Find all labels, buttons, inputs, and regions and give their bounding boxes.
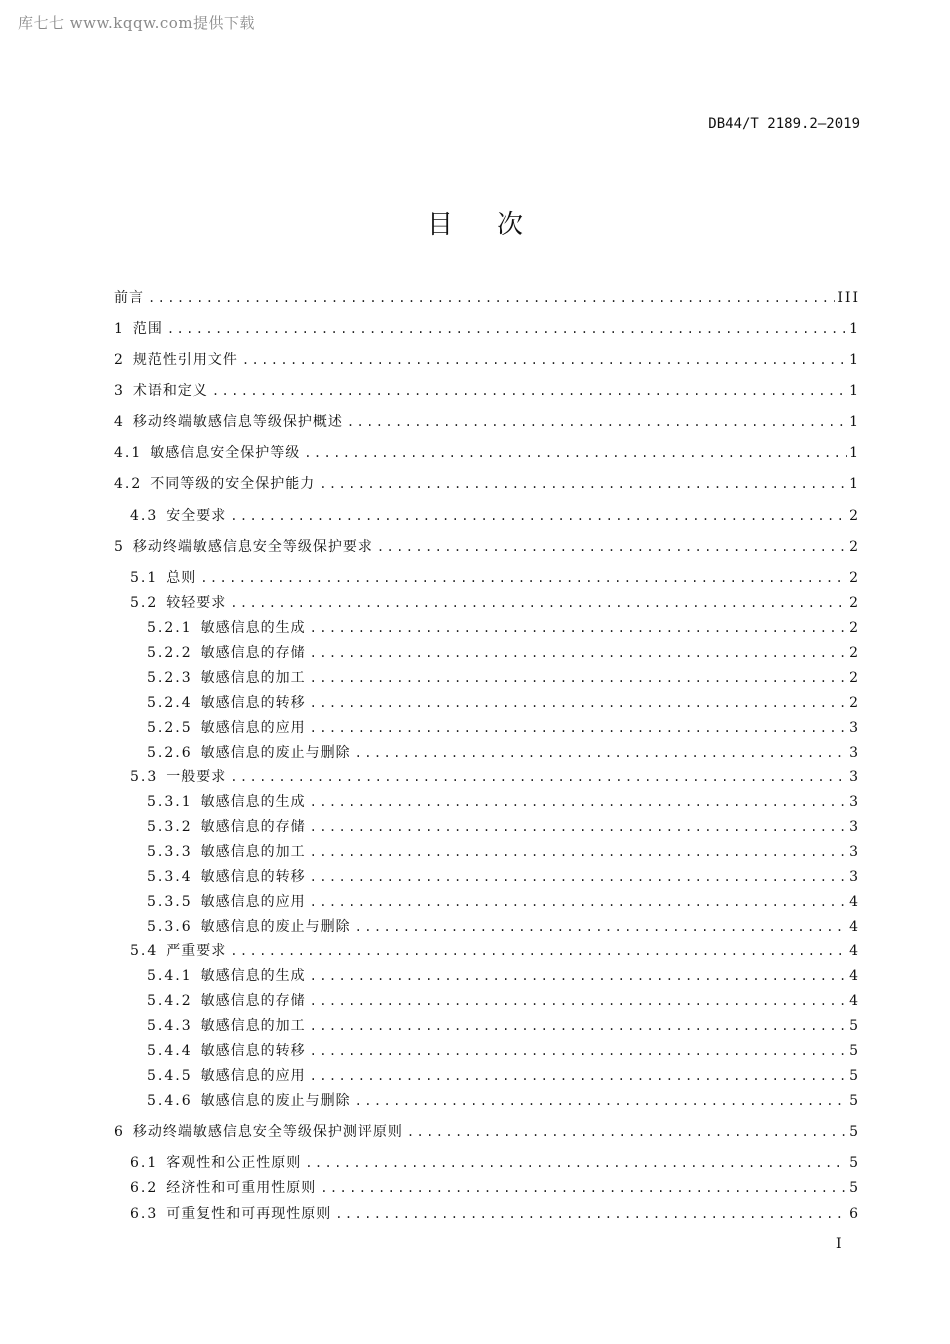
toc-entry-number: 5.3.1 [147,794,193,810]
toc-entry[interactable] [114,288,860,308]
toc-entry-label: 一般要求 [166,769,227,785]
toc-leader-dots [310,892,847,912]
toc-entry-label: 前言 [114,290,144,306]
toc-entry-number: 6.1 [130,1155,159,1171]
toc-entry-number: 5.3.6 [147,919,193,935]
toc-entry-label: 敏感信息的应用 [200,1068,306,1084]
toc-entry-label: 敏感信息的转移 [200,869,306,885]
toc-entry[interactable] [114,867,860,887]
toc-entry-label: 术语和定义 [132,383,208,399]
toc-leader-dots [355,743,847,763]
toc-entry-number: 5.2.1 [147,620,193,636]
toc-entry[interactable] [114,1066,860,1086]
toc-entry-number: 5.3.2 [147,819,193,835]
toc-entry-number: 5.4.1 [147,968,193,984]
toc-leader-dots [377,537,847,557]
toc-entry-label: 敏感信息的应用 [200,894,306,910]
toc-entry-page: 2 [849,508,860,524]
toc-entry-number: 5.3 [130,769,159,785]
toc-entry-label: 敏感信息的加工 [200,844,306,860]
toc-leader-dots [148,288,835,308]
toc-entry-page: 1 [849,414,860,430]
toc-leader-dots [230,941,847,961]
toc-entry-page: 2 [849,595,860,611]
toc-entry[interactable] [114,718,860,738]
toc-entry[interactable] [114,941,860,961]
toc-entry-number: 5.2.4 [147,695,193,711]
toc-entry-page: 4 [849,968,860,984]
toc-entry-page: 6 [849,1206,860,1222]
toc-leader-dots [310,1041,847,1061]
toc-entry-label: 规范性引用文件 [132,352,238,368]
toc-entry-page: 5 [849,1093,860,1109]
toc-entry-page: 3 [849,720,860,736]
toc-leader-dots [310,668,847,688]
toc-entry-page: 4 [849,919,860,935]
toc-entry[interactable] [114,319,860,339]
toc-entry[interactable] [114,966,860,986]
toc-entry-label: 移动终端敏感信息安全等级保护要求 [132,539,373,555]
toc-leader-dots [355,1091,847,1111]
toc-entry-number: 5.4.5 [147,1068,193,1084]
toc-entry-label: 较轻要求 [166,595,227,611]
toc-leader-dots [212,381,847,401]
toc-entry-number: 4.3 [130,508,159,524]
toc-entry-number: 6.3 [130,1206,159,1222]
toc-entry-page: 1 [849,383,860,399]
toc-entry-number: 5.1 [130,570,159,586]
toc-leader-dots [305,1153,847,1173]
toc-entry[interactable] [114,474,860,494]
toc-entry-page: 1 [849,352,860,368]
toc-entry-label: 敏感信息的转移 [200,1043,306,1059]
toc-entry-page: 5 [849,1155,860,1171]
toc-leader-dots [310,643,847,663]
toc-entry-page: 1 [849,321,860,337]
toc-entry-number: 5.2.5 [147,720,193,736]
toc-entry-page: 5 [849,1068,860,1084]
toc-leader-dots [310,842,847,862]
toc-entry-page: 4 [849,894,860,910]
toc-leader-dots [335,1204,847,1224]
toc-leader-dots [347,412,847,432]
toc-entry-label: 敏感信息的存储 [200,645,306,661]
toc-entry[interactable] [114,643,860,663]
toc-leader-dots [310,966,847,986]
toc-leader-dots [200,568,847,588]
toc-entry-number: 2 [114,352,125,368]
toc-entry[interactable] [114,568,860,588]
toc-entry[interactable] [114,381,860,401]
toc-entry-label: 敏感信息的存储 [200,819,306,835]
toc-entry[interactable] [114,1178,860,1198]
toc-entry[interactable] [114,917,860,937]
toc-entry-number: 5.4.2 [147,993,193,1009]
toc-entry[interactable] [114,743,860,763]
toc-entry-label: 移动终端敏感信息安全等级保护测评原则 [132,1124,403,1140]
toc-entry[interactable] [114,443,860,463]
toc-entry-number: 5.4.4 [147,1043,193,1059]
toc-entry-page: 1 [849,476,860,492]
toc-entry[interactable] [114,412,860,432]
toc-entry-label: 敏感信息的存储 [200,993,306,1009]
toc-entry-page: III [837,290,860,306]
watermark-text: 库七七 www.kqqw.com提供下载 [18,14,256,32]
toc-entry-number: 5.3.4 [147,869,193,885]
toc-entry[interactable] [114,618,860,638]
toc-entry-page: 2 [849,695,860,711]
toc-entry-page: 3 [849,769,860,785]
toc-entry-number: 4.2 [114,476,143,492]
toc-leader-dots [310,991,847,1011]
toc-entry-page: 2 [849,645,860,661]
toc-entry-label: 敏感信息的加工 [200,670,306,686]
toc-entry[interactable] [114,1016,860,1036]
title-char-1: 目 [426,210,453,240]
toc-entry-number: 4.1 [114,445,143,461]
toc-leader-dots [310,867,847,887]
toc-entry-page: 2 [849,570,860,586]
toc-entry-page: 3 [849,844,860,860]
toc-leader-dots [310,792,847,812]
toc-leader-dots [407,1122,847,1142]
toc-entry-label: 不同等级的安全保护能力 [150,476,316,492]
toc-entry-label: 范围 [132,321,163,337]
toc-entry-number: 6 [114,1124,125,1140]
toc-entry-number: 5.2.3 [147,670,193,686]
toc-entry-page: 2 [849,670,860,686]
toc-entry-page: 3 [849,869,860,885]
toc-entry[interactable] [114,792,860,812]
toc-entry-label: 敏感信息的生成 [200,794,306,810]
toc-leader-dots [167,319,847,339]
toc-leader-dots [304,443,847,463]
toc-entry-number: 5.3.5 [147,894,193,910]
toc-leader-dots [310,693,847,713]
toc-entry[interactable] [114,593,860,613]
toc-leader-dots [230,593,847,613]
toc-entry-label: 安全要求 [166,508,227,524]
toc-entry[interactable] [114,842,860,862]
toc-entry-page: 4 [849,993,860,1009]
toc-leader-dots [230,506,847,526]
toc-entry-label: 敏感信息的废止与删除 [200,745,351,761]
toc-entry[interactable] [114,1122,860,1142]
footer-page-number: I [836,1236,842,1252]
toc-entry-number: 5.2.2 [147,645,193,661]
toc-entry-label: 敏感信息的生成 [200,968,306,984]
toc-leader-dots [355,917,847,937]
toc-entry-page: 4 [849,943,860,959]
toc-entry[interactable] [114,1153,860,1173]
toc-entry-page: 3 [849,794,860,810]
toc-leader-dots [310,1016,847,1036]
toc-entry-label: 总则 [166,570,197,586]
toc-entry-page: 1 [849,445,860,461]
toc-entry-label: 敏感信息的废止与删除 [200,1093,351,1109]
toc-entry-number: 5.3.3 [147,844,193,860]
toc-entry-label: 敏感信息的废止与删除 [200,919,351,935]
toc-entry-label: 经济性和可重用性原则 [166,1180,317,1196]
toc-entry-label: 敏感信息的转移 [200,695,306,711]
toc-entry[interactable] [114,991,860,1011]
toc-entry-page: 5 [849,1018,860,1034]
toc-entry-page: 2 [849,620,860,636]
toc-leader-dots [319,474,847,494]
toc-entry-number: 1 [114,321,125,337]
toc-entry[interactable] [114,537,860,557]
toc-entry-number: 5.2 [130,595,159,611]
toc-entry-number: 4 [114,414,125,430]
toc-leader-dots [310,618,847,638]
toc-entry-number: 5.4.3 [147,1018,193,1034]
toc-entry[interactable] [114,1204,860,1224]
toc-leader-dots [310,1066,847,1086]
title-char-2: 次 [497,210,524,240]
toc-entry[interactable] [114,767,860,787]
toc-entry-label: 敏感信息的生成 [200,620,306,636]
table-of-contents [114,0,860,1344]
toc-entry-number: 6.2 [130,1180,159,1196]
toc-leader-dots [320,1178,847,1198]
toc-entry[interactable] [114,668,860,688]
toc-entry[interactable] [114,693,860,713]
toc-entry-page: 3 [849,745,860,761]
toc-leader-dots [242,350,847,370]
toc-entry-label: 敏感信息的加工 [200,1018,306,1034]
toc-entry-label: 可重复性和可再现性原则 [166,1206,332,1222]
toc-entry-number: 3 [114,383,125,399]
toc-entry-page: 5 [849,1043,860,1059]
toc-entry[interactable] [114,892,860,912]
toc-leader-dots [310,817,847,837]
toc-entry-number: 5.4 [130,943,159,959]
toc-entry-page: 3 [849,819,860,835]
toc-entry[interactable] [114,1091,860,1111]
toc-entry[interactable] [114,1041,860,1061]
toc-entry-number: 5.2.6 [147,745,193,761]
toc-entry-label: 移动终端敏感信息等级保护概述 [132,414,343,430]
toc-entry[interactable] [114,506,860,526]
document-number: DB44/T 2189.2—2019 [708,116,860,132]
toc-entry-page: 2 [849,539,860,555]
toc-entry[interactable] [114,350,860,370]
toc-entry-label: 敏感信息的应用 [200,720,306,736]
toc-entry-number: 5 [114,539,125,555]
toc-leader-dots [310,718,847,738]
toc-entry-label: 严重要求 [166,943,227,959]
toc-entry-label: 客观性和公正性原则 [166,1155,302,1171]
toc-entry-page: 5 [849,1180,860,1196]
toc-entry[interactable] [114,817,860,837]
toc-leader-dots [230,767,847,787]
toc-entry-label: 敏感信息安全保护等级 [150,445,301,461]
toc-entry-number: 5.4.6 [147,1093,193,1109]
toc-entry-page: 5 [849,1124,860,1140]
